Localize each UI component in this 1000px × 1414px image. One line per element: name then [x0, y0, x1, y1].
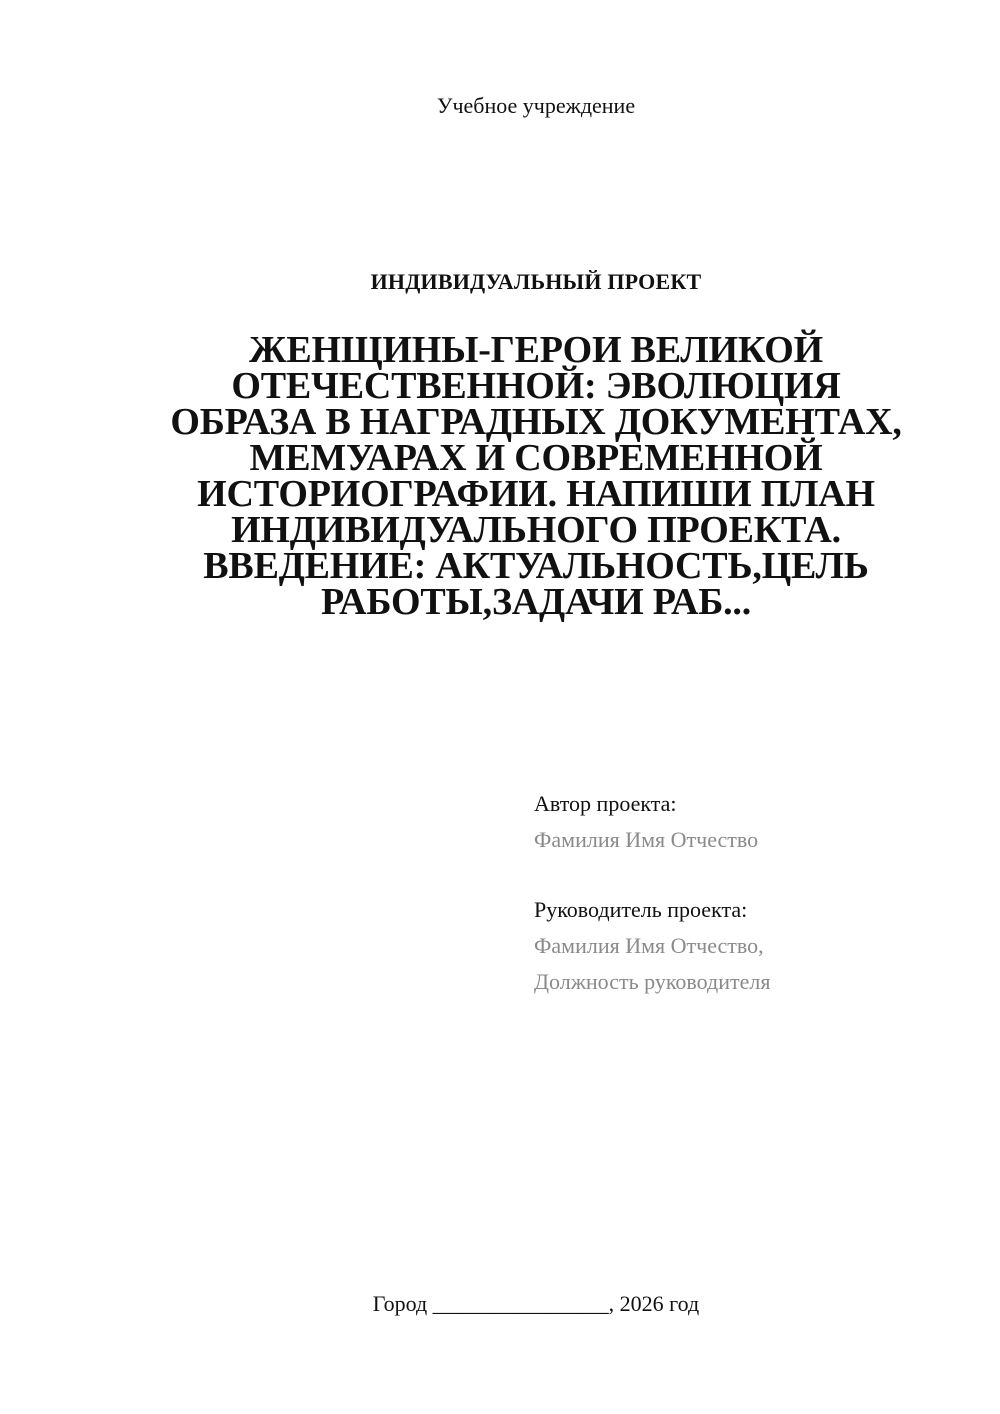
- supervisor-name: Фамилия Имя Отчество,: [534, 933, 764, 958]
- institution-name: Учебное учреждение: [436, 93, 636, 118]
- supervisor-position: Должность руководителя: [534, 969, 771, 994]
- project-title-line: ВВЕДЕНИЕ: АКТУАЛЬНОСТЬ,ЦЕЛЬ: [203, 545, 869, 587]
- city-year-line: Город ________________, 2026 год: [372, 1291, 700, 1316]
- author-label: Автор проекта:: [534, 791, 677, 816]
- project-type-heading: ИНДИВИДУАЛЬНЫЙ ПРОЕКТ: [370, 269, 702, 294]
- project-title-line: ЖЕНЩИНЫ-ГЕРОИ ВЕЛИКОЙ: [248, 329, 823, 371]
- project-title-line: МЕМУАРАХ И СОВРЕМЕННОЙ: [249, 437, 823, 479]
- supervisor-label: Руководитель проекта:: [534, 897, 748, 922]
- project-title: [130, 329, 942, 623]
- project-title-line: ИСТОРИОГРАФИИ. НАПИШИ ПЛАН: [197, 473, 875, 515]
- author-name: Фамилия Имя Отчество: [534, 827, 759, 852]
- project-title-line: ОТЕЧЕСТВЕННОЙ: ЭВОЛЮЦИЯ: [231, 365, 841, 407]
- project-title-line: ОБРАЗА В НАГРАДНЫХ ДОКУМЕНТАХ,: [170, 401, 902, 443]
- author-block: [534, 786, 954, 858]
- supervisor-block: [534, 892, 954, 1000]
- project-title-line: РАБОТЫ,ЗАДАЧИ РАБ...: [320, 581, 752, 623]
- project-title-line: ИНДИВИДУАЛЬНОГО ПРОЕКТА.: [231, 509, 841, 551]
